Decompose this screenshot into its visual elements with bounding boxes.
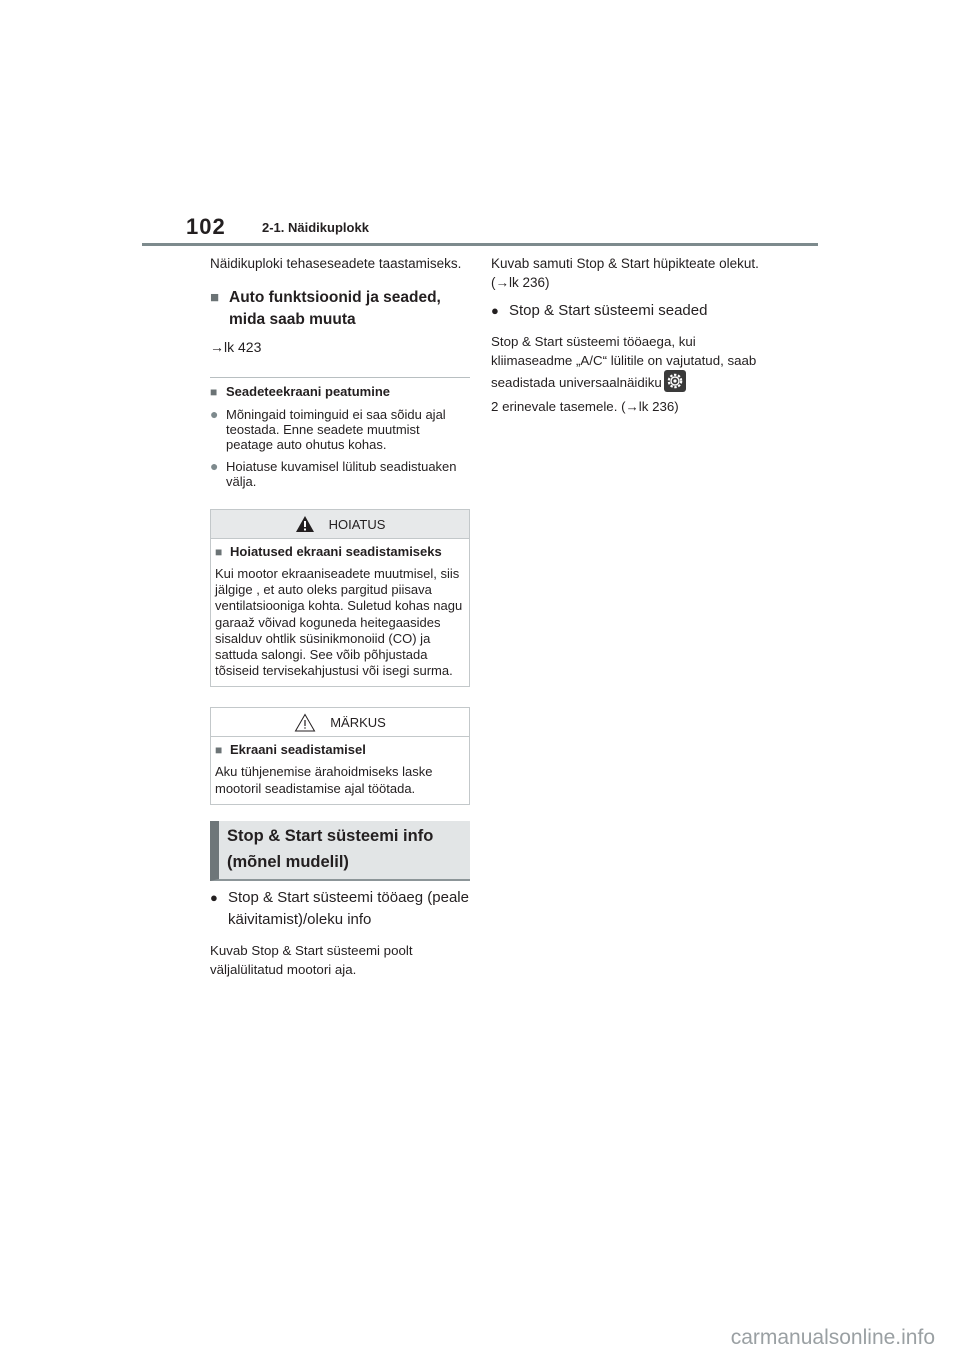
section-title: 2-1. Näidikuplokk bbox=[262, 220, 369, 235]
section-heading: Stop & Start süsteemi info (mõnel mudelil) bbox=[210, 821, 470, 881]
sub-bullet: ● Stop & Start süsteemi tööaeg (peale käivitamist)/oleku info bbox=[210, 887, 470, 931]
heading-functions bbox=[210, 287, 470, 331]
note-heading-label: Seadeteekraani peatumine bbox=[226, 384, 391, 399]
warning-box bbox=[210, 509, 470, 687]
notice-subheading: ■ Ekraani seadistamisel bbox=[215, 742, 366, 758]
settings-gear-icon bbox=[664, 370, 686, 397]
warning-box-header bbox=[211, 510, 469, 539]
square-bullet-icon: ■ bbox=[215, 545, 223, 559]
square-bullet-icon: ■ bbox=[210, 289, 220, 306]
right-column bbox=[491, 254, 761, 416]
list-item bbox=[210, 459, 470, 489]
bullet-icon: ● bbox=[210, 889, 218, 905]
left-column bbox=[210, 254, 470, 979]
body-text: Kuvab Stop & Start süsteemi poolt väljalülitatud mootori aja. bbox=[210, 942, 413, 977]
list-item-text: Hoiatuse kuvamisel lülitub seadistuaken välja. bbox=[226, 459, 457, 489]
bullet-icon: ● bbox=[210, 458, 219, 474]
bullet-icon: ● bbox=[491, 303, 499, 318]
intro-text: Kuvab samuti Stop & Start hüpikteate olekut. (→lk 236) bbox=[491, 256, 759, 290]
divider bbox=[210, 377, 470, 378]
warning-subheading: ■ Hoiatused ekraani seadistamiseks bbox=[215, 544, 442, 559]
warning-title: HOIATUS bbox=[328, 516, 386, 532]
watermark: carmanualsonline.info bbox=[730, 1326, 935, 1349]
bullet-icon: ● bbox=[210, 406, 219, 422]
sub-bullet: ● Stop & Start süsteemi seaded bbox=[491, 300, 761, 322]
notice-box bbox=[210, 707, 470, 804]
notice-title: MÄRKUS bbox=[330, 714, 386, 730]
heading-functions-label: Auto funktsioonid ja seaded, mida saab muuta bbox=[229, 289, 441, 328]
square-bullet-icon: ■ bbox=[210, 385, 218, 399]
caution-triangle-icon bbox=[294, 713, 316, 732]
square-bullet-icon: ■ bbox=[215, 743, 223, 758]
warning-triangle-icon bbox=[295, 515, 315, 533]
header-rule bbox=[142, 243, 818, 246]
warning-text: Kui mootor ekraaniseadete muutmisel, siis jälgige , et auto oleks pargitud piisava ventilatsiooniga kohta. Suletud kohas nagu garaaž võivad koguneda heitegaasides sisalduv ohtlik süsinikmonoiid (CO) ja sattuda salongi. See võib põhjustada tõsiseid tervisekahjustusi või isegi surma. bbox=[215, 566, 463, 679]
body-text: Stop & Start süsteemi tööaega, kui kliimaseadme „A/C“ lülitile on vajutatud, saab seadistada universaalnäidiku 2 erinevale tasemele. (→lk 236) bbox=[491, 334, 757, 414]
notice-text: Aku tühjenemise ärahoidmiseks laske mootoril seadistamise ajal töötada. bbox=[215, 764, 433, 796]
intro-text: Näidikuploki tehaseseadete taastamiseks. bbox=[210, 256, 462, 271]
list-item-text: Mõningaid toiminguid ei saa sõidu ajal teostada. Enne seadete muutmist peatage auto ohutus kohas. bbox=[226, 407, 446, 452]
page-number: 102 bbox=[186, 214, 226, 239]
notice-box-header bbox=[211, 708, 469, 737]
list-item bbox=[210, 407, 470, 452]
page-reference: →lk 423 bbox=[210, 339, 262, 355]
note-heading bbox=[210, 384, 470, 400]
